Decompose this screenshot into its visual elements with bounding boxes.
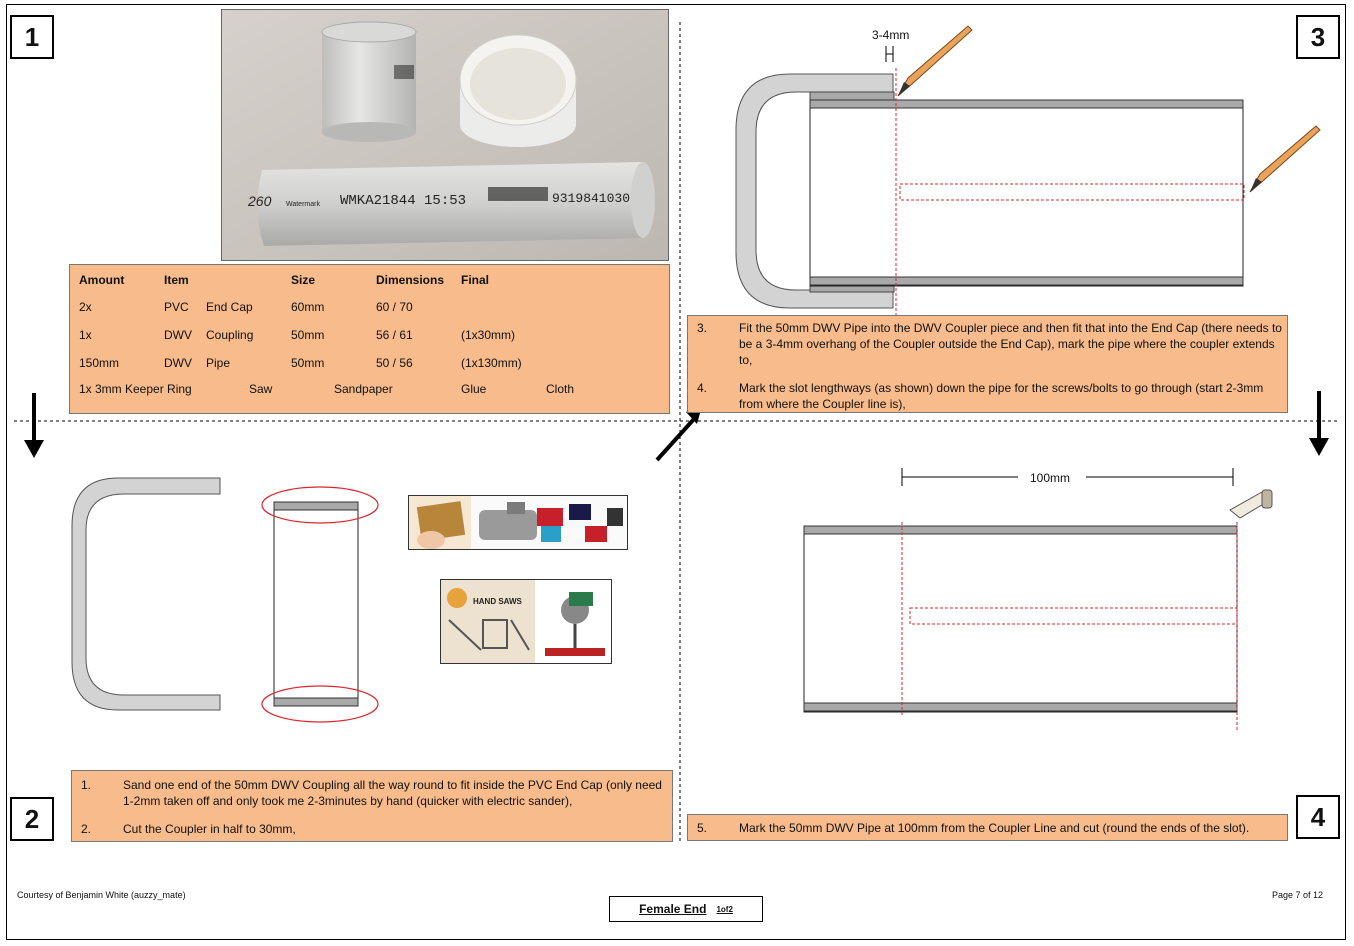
hacksaw-icon [1230, 490, 1272, 518]
row1-amount: 2x [79, 300, 92, 314]
arrow-down-left [24, 393, 44, 458]
length-label: 100mm [1030, 471, 1071, 485]
step-1-number: 1. [81, 778, 92, 792]
credit-text: Courtesy of Benjamin White (auzzy_mate) [17, 890, 186, 900]
extra-saw: Saw [249, 382, 273, 396]
step-4-line-1: Mark the slot lengthways (as shown) down the pipe for the screws/bolts to go through (start 2-3mm [739, 381, 1264, 395]
extra-keeper-ring: 1x 3mm Keeper Ring [79, 382, 192, 396]
pipe-print-260: 260 [248, 193, 272, 209]
row3-final: (1x130mm) [461, 356, 522, 370]
row1-item-name: End Cap [206, 300, 253, 314]
arrow-down-right [1309, 391, 1329, 456]
header-size: Size [291, 273, 316, 287]
row1-dims: 60 / 70 [376, 300, 413, 314]
row1-size: 60mm [291, 300, 325, 314]
step-3-line-2: be a 3-4mm overhang of the Coupler outside the End Cap), mark the pipe where the coupler extends [739, 337, 1275, 351]
row3-dims: 50 / 56 [376, 356, 413, 370]
step-3-line-3: to, [739, 353, 753, 367]
sanding-tools-image [408, 495, 628, 550]
panel-number-2: 2 [10, 797, 54, 841]
extra-sandpaper: Sandpaper [334, 382, 393, 396]
row2-final: (1x30mm) [461, 328, 516, 342]
section-title-text: Female End [639, 902, 707, 916]
panel-number-1: 1 [10, 15, 54, 59]
step-1-line-2: 1-2mm taken off and only took me 2-3minutes by hand (quicker with electric sander), [123, 794, 573, 808]
step-3-number: 3. [697, 321, 708, 335]
row3-item-name: Pipe [206, 356, 231, 370]
header-item: Item [164, 273, 189, 287]
row1-item: PVC [164, 300, 189, 314]
step-4-number: 4. [697, 381, 708, 395]
extra-cloth: Cloth [546, 382, 575, 396]
panel-number-4: 4 [1296, 795, 1340, 839]
extra-glue: Glue [461, 382, 487, 396]
arrow-up-right [657, 406, 702, 460]
row2-amount: 1x [79, 328, 92, 342]
pipe-print-number: 9319841030 [552, 191, 631, 206]
row2-item: DWV [164, 328, 192, 342]
step-3-line-1: Fit the 50mm DWV Pipe into the DWV Coupler piece and then fit that into the End Cap (there needs to [739, 321, 1282, 335]
page-number: Page 7 of 12 [1272, 890, 1324, 900]
row3-amount: 150mm [79, 356, 120, 370]
header-dimensions: Dimensions [376, 273, 445, 287]
row3-item: DWV [164, 356, 192, 370]
pipe-brand: Watermark [286, 201, 320, 208]
section-title [609, 896, 763, 922]
step-2-number: 2. [81, 822, 92, 836]
step-5-text: Mark the 50mm DWV Pipe at 100mm from the Coupler Line and cut (round the ends of the slot). [739, 821, 1250, 835]
pencil-icon-2 [1250, 126, 1320, 192]
header-final: Final [461, 273, 490, 287]
step-2-text: Cut the Coupler in half to 30mm, [123, 822, 296, 836]
saw-tools-image [440, 579, 612, 664]
step-5-box [687, 814, 1288, 841]
hand-saws-label: HAND SAWS [473, 597, 522, 606]
steps-1-2-box [71, 770, 673, 842]
panel-number-3: 3 [1296, 15, 1340, 59]
section-title-sub: 1of2 [716, 904, 733, 914]
pipe-print-code: WMKA21844 15:53 [340, 193, 467, 209]
steps-3-4-box [687, 315, 1288, 413]
row2-item-name: Coupling [206, 328, 254, 342]
row2-size: 50mm [291, 328, 325, 342]
row2-dims: 56 / 61 [376, 328, 413, 342]
overhang-label: 3-4mm [872, 28, 910, 42]
header-amount: Amount [79, 273, 125, 287]
step-1-line-1: Sand one end of the 50mm DWV Coupling all the way round to fit inside the PVC End Cap (only need [123, 778, 662, 792]
step-5-number: 5. [697, 821, 708, 835]
row3-size: 50mm [291, 356, 325, 370]
step-4-line-2: from where the Coupler line is), [739, 397, 906, 411]
